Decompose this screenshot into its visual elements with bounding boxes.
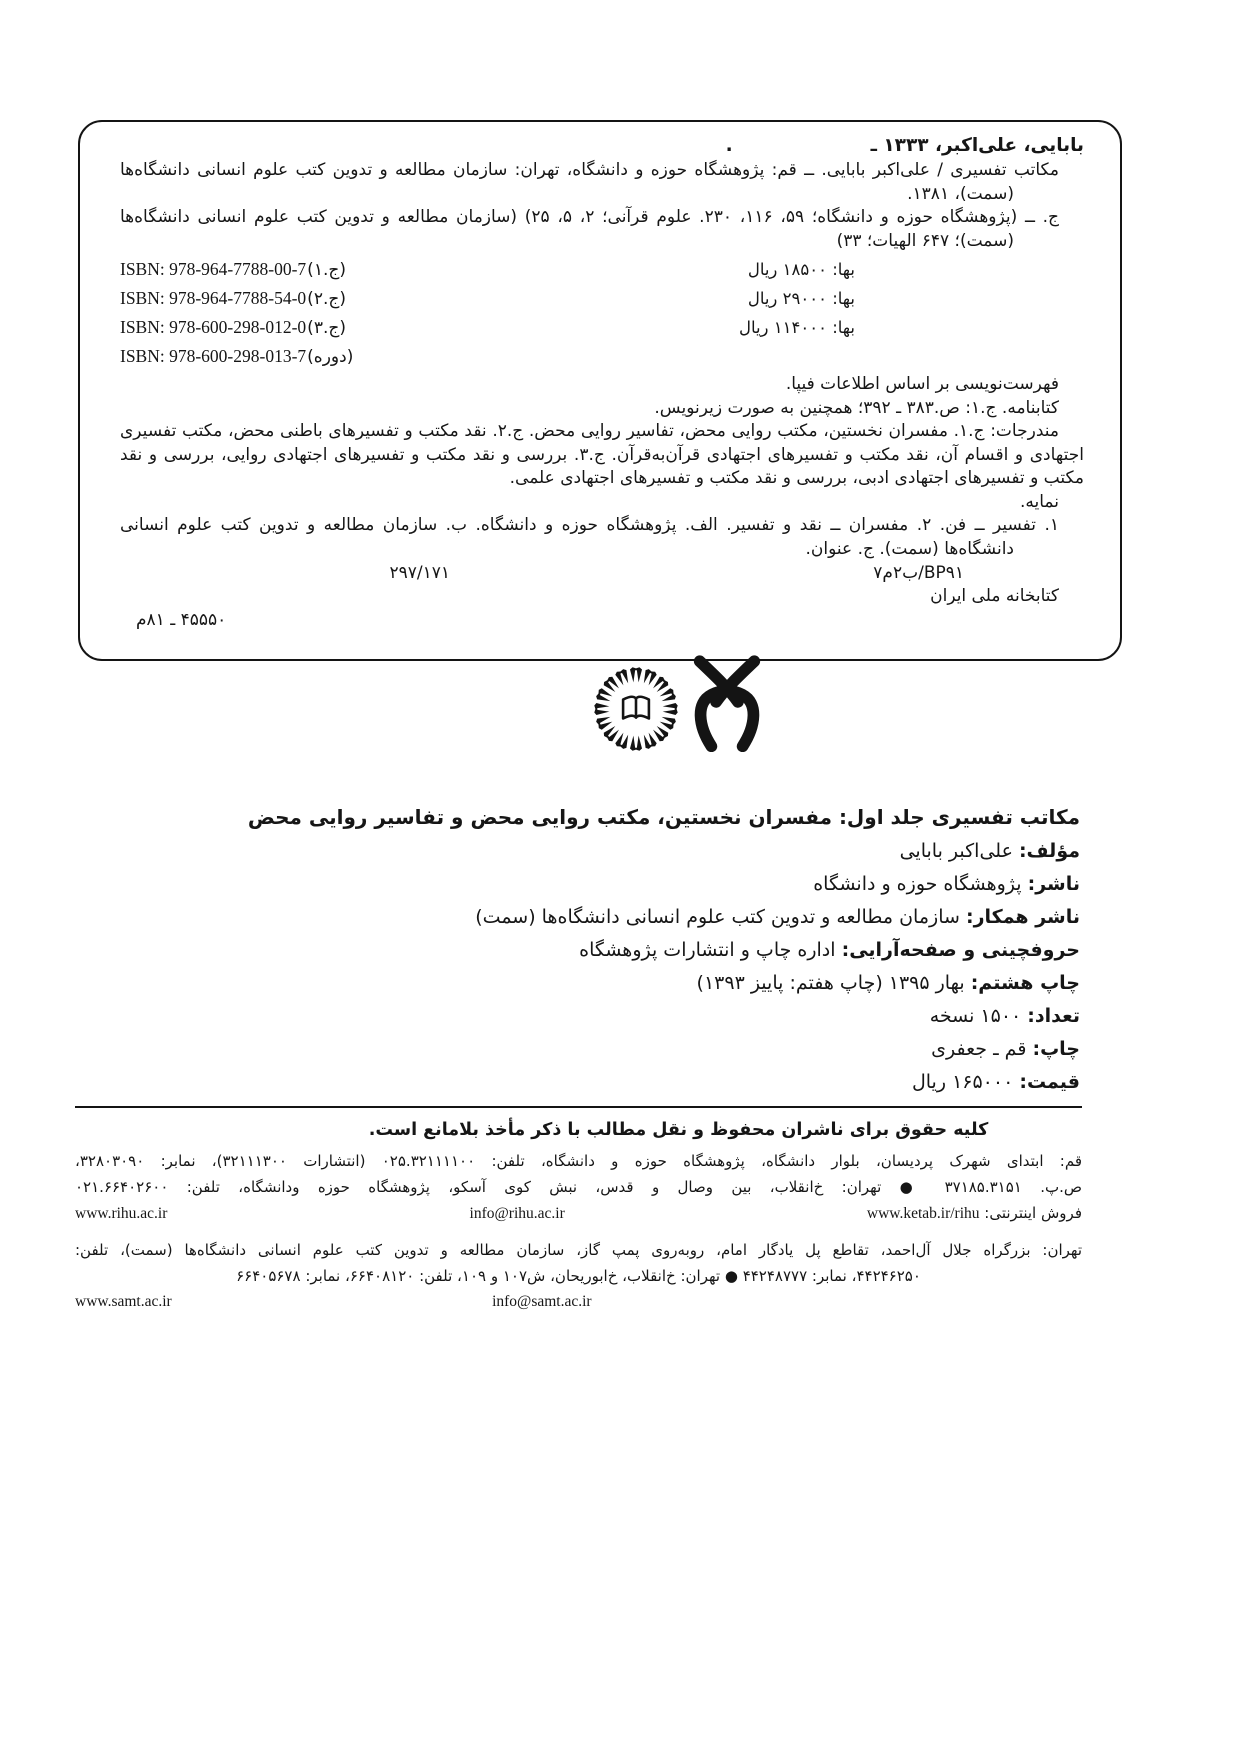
samt-website: www.samt.ac.ir bbox=[75, 1293, 172, 1310]
cip-note-bibliography: کتابنامه. ج.۱: ص.۳۸۳ ـ ۳۹۲؛ همچنین به صورت زیرنویس. bbox=[654, 397, 1059, 418]
cip-author-heading bbox=[120, 133, 1084, 159]
samt-logo-icon bbox=[593, 666, 679, 752]
price-value: بها: ۲۹۰۰۰ ریال bbox=[747, 289, 855, 308]
samt-email: info@samt.ac.ir bbox=[492, 1293, 592, 1310]
dewey-number: ۲۹۷/۱۷۱ bbox=[389, 563, 450, 583]
isbn-number: ISBN: 978-964-7788-00-7 bbox=[120, 259, 307, 279]
publisher-contacts bbox=[75, 1148, 1082, 1315]
pub-row-author: مؤلف: علی‌اکبر بابایی bbox=[899, 840, 1080, 862]
header-dot: . bbox=[725, 135, 733, 156]
open-book-icon bbox=[623, 697, 649, 719]
cip-contents-note: مندرجات: ج.۱. مفسران نخستین، مکتب روایی محض، تفاسیر روایی محض. ج.۲. نقد مکتب و تفسیرهای باطنی محض، مکتب تفسیری اجتهادی و اقسام آن، نقد مکتب و تفسیرهای اجتهادی قرآن‌به‌قرآن. ج.۳. بررسی و نقد مکتب و تفسیرهای اجتهادی روایی، بررسی و نقد مکتب و تفسیرهای اجتهادی ادبی، بررسی و نقد مکتب و تفسیرهای اجتهادی علمی. bbox=[120, 421, 1084, 488]
book-title-line bbox=[100, 799, 1080, 835]
isbn-volume: (دوره) bbox=[307, 347, 354, 367]
samt-web-row bbox=[75, 1289, 1082, 1315]
samt-address-line2: ۴۴۲۴۶۲۵۰، نمابر: ۴۴۲۴۸۷۷۷ ● تهران: خ‌انقلاب، خ‌ابوریحان، ش۱۰۷ و ۱۰۹، تلفن: ۶۶۴۰۸۱۲۰، نمابر: ۶۶۴۰۵۶۷۸ bbox=[236, 1267, 921, 1285]
rihu-website: www.rihu.ac.ir bbox=[75, 1205, 168, 1222]
cip-series-statement: ج. ــ (پژوهشگاه حوزه و دانشگاه؛ ۵۹، ۱۱۶، ۲۳۰. علوم قرآنی؛ ۲، ۵، ۲۵) (سازمان مطالعه و تدوین کتب علوم انسانی دانشگاه‌ها (سمت)؛ ۶۴۷ الهیات؛ ۳۳) bbox=[120, 207, 1060, 251]
pub-row-publisher: ناشر: پژوهشگاه حوزه و دانشگاه bbox=[813, 873, 1080, 895]
lcc-call-number: BP۹۱/ب۲م۷ bbox=[873, 563, 964, 583]
publisher-logos bbox=[593, 652, 778, 752]
pub-row-printer: چاپ: قم ـ جعفری bbox=[931, 1038, 1080, 1060]
isbn-price-block bbox=[120, 255, 1084, 371]
isbn-number: ISBN: 978-600-298-013-7 bbox=[120, 346, 307, 366]
isbn-number: ISBN: 978-964-7788-54-0 bbox=[120, 288, 307, 308]
cip-note-fipa: فهرست‌نویسی بر اساس اطلاعات فیپا. bbox=[785, 374, 1059, 394]
rihu-web-row bbox=[75, 1200, 1082, 1227]
isbn-row bbox=[120, 342, 1084, 371]
isbn-volume: (ج.۲) bbox=[307, 289, 346, 309]
rihu-ketab-url: www.ketab.ir/rihu bbox=[866, 1205, 980, 1222]
author-name: بابایی، علی‌اکبر، ۱۳۳۳ ـ bbox=[870, 135, 1084, 156]
national-library-label: کتابخانه ملی ایران bbox=[930, 586, 1059, 606]
call-number-row bbox=[120, 561, 1084, 585]
footer-divider bbox=[75, 1106, 1082, 1108]
rihu-email: info@rihu.ac.ir bbox=[469, 1205, 565, 1222]
pub-row-copies: تعداد: ۱۵۰۰ نسخه bbox=[929, 1005, 1080, 1027]
publication-info bbox=[100, 799, 1080, 1099]
pub-row-copublisher: ناشر همکار: سازمان مطالعه و تدوین کتب علوم انسانی دانشگاه‌ها (سمت) bbox=[475, 906, 1080, 928]
web-sales bbox=[867, 1200, 1082, 1227]
cip-index-note: نمایه. bbox=[1020, 491, 1059, 512]
qom-address-line2: ص.پ. ۳۷۱۸۵.۳۱۵۱ ● تهران: خ‌انقلاب، بین وصال و قدس، نبش کوی آسکو، پژوهشگاه حوزه ودانشگاه، تلفن: ۰۲۱.۶۶۴۰۲۶۰۰ bbox=[75, 1178, 1082, 1196]
qom-address-line1: قم: ابتدای شهرک پردیسان، بلوار دانشگاه، پژوهشگاه حوزه و دانشگاه، تلفن: ۰۲۵.۳۲۱۱۱۱۰۰ (انتشارات ۳۲۱۱۱۳۰۰)، نمابر: ۳۲۸۰۳۰۹۰، bbox=[75, 1152, 1082, 1170]
isbn-row bbox=[120, 313, 1084, 342]
cip-title-statement: مکاتب تفسیری / علی‌اکبر بابایی. ــ قم: پژوهشگاه حوزه و دانشگاه، تهران: سازمان مطالعه و تدوین کتب علوم انسانی دانشگاه‌ها (سمت)، ۱۳۸۱. bbox=[120, 160, 1059, 204]
pub-row-price: قیمت: ۱۶۵۰۰۰ ریال bbox=[911, 1071, 1080, 1093]
isbn-volume: (ج.۳) bbox=[307, 318, 346, 338]
pub-row-typesetting: حروفچینی و صفحه‌آرایی: اداره چاپ و انتشارات پژوهشگاه bbox=[579, 939, 1080, 961]
national-bibliography-number: ۴۵۵۵۰ ـ ۸۱م bbox=[136, 609, 227, 630]
isbn-row bbox=[120, 284, 1084, 313]
rihu-logo-icon bbox=[688, 654, 766, 752]
pub-row-edition: چاپ هشتم: بهار ۱۳۹۵ (چاپ هفتم: پاییز ۱۳۹۳) bbox=[696, 972, 1080, 994]
web-sales-label: فروش اینترنتی: bbox=[984, 1204, 1082, 1222]
price-value: بها: ۱۸۵۰۰ ریال bbox=[747, 260, 855, 279]
cip-box bbox=[78, 120, 1122, 661]
book-title-label: مکاتب تفسیری جلد اول: bbox=[838, 805, 1080, 829]
price-value: بها: ۱۱۴۰۰۰ ریال bbox=[738, 318, 855, 337]
isbn-volume: (ج.۱) bbox=[307, 260, 346, 280]
book-title-value: مفسران نخستین، مکتب روایی محض و تفاسیر روایی محض bbox=[247, 805, 832, 829]
isbn-number: ISBN: 978-600-298-012-0 bbox=[120, 317, 307, 337]
cip-tracing: ۱. تفسیر ــ فن. ۲. مفسران ــ نقد و تفسیر. الف. پژوهشگاه حوزه و دانشگاه. ب. سازمان مطالعه و تدوین کتب علوم انسانی دانشگاه‌ها (سمت). ج. عنوان. bbox=[120, 515, 1059, 559]
samt-address-line1: تهران: بزرگراه جلال آل‌احمد، تقاطع پل یادگار امام، روبه‌روی پمپ گاز، سازمان مطالعه و تدوین کتب علوم انسانی دانشگاه‌ها (سمت)، تلفن: bbox=[75, 1241, 1082, 1259]
rights-notice: کلیه حقوق برای ناشران محفوظ و نقل مطالب با ذکر مأخذ بلامانع است. bbox=[368, 1120, 989, 1140]
isbn-row bbox=[120, 255, 1084, 284]
